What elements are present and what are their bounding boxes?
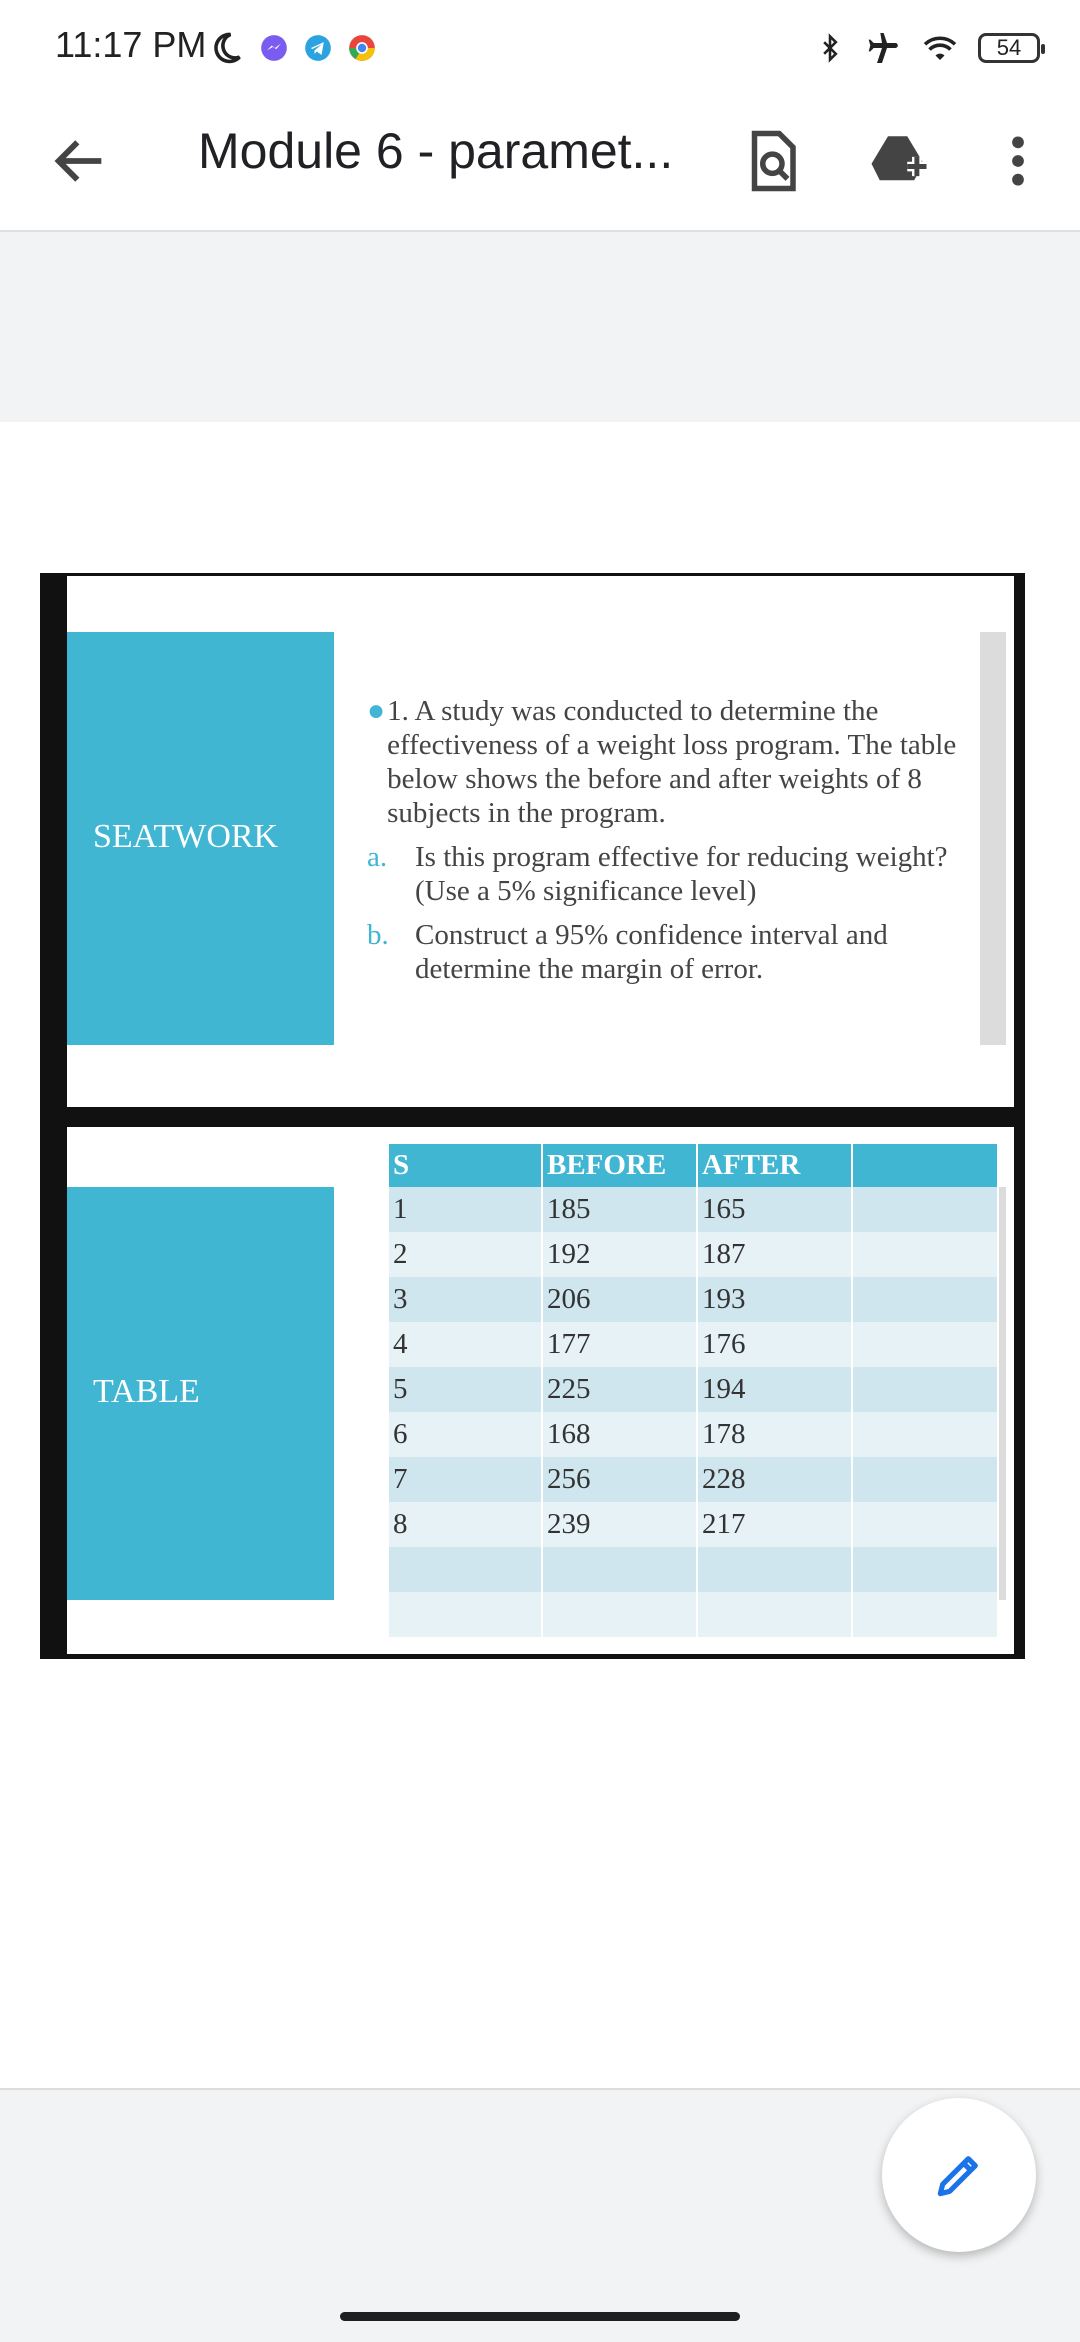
messenger-icon: [260, 34, 288, 62]
question-marker: a.: [367, 841, 388, 873]
pdf-page: [40, 573, 1025, 1659]
slide-scrollbar: [980, 632, 1006, 1045]
table-cell: 187: [697, 1232, 852, 1277]
airplane-icon: [862, 28, 902, 68]
find-in-page-icon[interactable]: [738, 128, 804, 194]
table-cell: 225: [542, 1367, 697, 1412]
table-label-box: [67, 1187, 334, 1600]
table-cell: 228: [697, 1457, 852, 1502]
problem-text: 1. A study was conducted to determine the effectiveness of a weight loss program. The table below shows the before and after weights of 8 subjects in the program.: [387, 695, 957, 829]
problem-bullet: [367, 694, 957, 830]
table-cell: 8: [389, 1502, 542, 1547]
wifi-icon: [920, 30, 960, 66]
table-cell: 256: [542, 1457, 697, 1502]
gesture-nav-handle[interactable]: [340, 2312, 740, 2321]
table-cell: 4: [389, 1322, 542, 1367]
bullet-icon: ●: [367, 694, 386, 727]
table-cell: 7: [389, 1457, 542, 1502]
table-cell: 185: [542, 1187, 697, 1232]
problem-content: [367, 694, 957, 986]
pencil-icon: [931, 2147, 987, 2203]
more-vert-icon[interactable]: [986, 128, 1050, 194]
table-cell: [697, 1547, 852, 1592]
viewer-margin: [0, 232, 1080, 422]
question-a: [367, 840, 957, 908]
battery-icon: [978, 33, 1040, 63]
table-cell: [852, 1502, 998, 1547]
header-before: BEFORE: [542, 1144, 697, 1187]
table-cell: [852, 1322, 998, 1367]
status-bar: [0, 0, 1080, 96]
table-cell: [852, 1592, 998, 1637]
question-marker: b.: [367, 919, 389, 951]
table-cell: [852, 1232, 998, 1277]
question-text: Construct a 95% confidence interval and determine the margin of error.: [415, 919, 888, 985]
table-cell: [852, 1547, 998, 1592]
table-row: [389, 1277, 998, 1322]
battery-level: 54: [996, 35, 1022, 60]
table-cell: [852, 1457, 998, 1502]
table-header-row: [389, 1144, 998, 1187]
table-cell: 165: [697, 1187, 852, 1232]
back-arrow-icon[interactable]: [48, 129, 112, 193]
table-cell: [852, 1187, 998, 1232]
table-cell: [542, 1547, 697, 1592]
moon-icon: [208, 28, 244, 68]
seatwork-label-box: [67, 632, 334, 1045]
table-row: [389, 1502, 998, 1547]
table-row: [389, 1412, 998, 1457]
table-row: [389, 1457, 998, 1502]
telegram-icon: [304, 34, 332, 62]
table-label: TABLE: [93, 1373, 200, 1410]
bluetooth-icon: [816, 28, 844, 68]
document-title: Module 6 - paramet...: [198, 123, 674, 179]
question-text: Is this program effective for reducing weight? (Use a 5% significance level): [415, 841, 948, 907]
header-after: AFTER: [697, 1144, 852, 1187]
table-cell: 2: [389, 1232, 542, 1277]
slide-table: [67, 1127, 1014, 1654]
table-row: [389, 1367, 998, 1412]
table-cell: 177: [542, 1322, 697, 1367]
table-row: [389, 1322, 998, 1367]
table-row: [389, 1232, 998, 1277]
table-cell: 6: [389, 1412, 542, 1457]
add-to-drive-icon[interactable]: [866, 128, 932, 194]
table-cell: 192: [542, 1232, 697, 1277]
table-cell: [389, 1592, 542, 1637]
table-cell: [542, 1592, 697, 1637]
table-cell: 194: [697, 1367, 852, 1412]
status-time: 11:17 PM: [55, 24, 207, 65]
table-cell: 176: [697, 1322, 852, 1367]
table-cell: 1: [389, 1187, 542, 1232]
header-empty: [852, 1144, 998, 1187]
question-b: [367, 918, 957, 986]
table-cell: 3: [389, 1277, 542, 1322]
table-cell: 217: [697, 1502, 852, 1547]
table-cell: 239: [542, 1502, 697, 1547]
table-cell: 5: [389, 1367, 542, 1412]
slide-seatwork: [67, 576, 1014, 1107]
table-cell: [852, 1412, 998, 1457]
seatwork-label: SEATWORK: [93, 818, 279, 855]
edit-fab-button[interactable]: [882, 2098, 1036, 2252]
table-cell: [852, 1277, 998, 1322]
table-cell: 206: [542, 1277, 697, 1322]
table-row: [389, 1547, 998, 1592]
table-row: [389, 1592, 998, 1637]
table-cell: 178: [697, 1412, 852, 1457]
table-cell: [697, 1592, 852, 1637]
table-cell: [389, 1547, 542, 1592]
table-cell: [852, 1367, 998, 1412]
table-cell: 168: [542, 1412, 697, 1457]
weights-table: [389, 1144, 999, 1637]
app-bar: [0, 96, 1080, 232]
table-row: [389, 1187, 998, 1232]
status-left-icons: [208, 26, 376, 70]
header-subject: S: [389, 1144, 542, 1187]
table-cell: 193: [697, 1277, 852, 1322]
chrome-icon: [348, 34, 376, 62]
status-right-icons: [816, 26, 1040, 70]
